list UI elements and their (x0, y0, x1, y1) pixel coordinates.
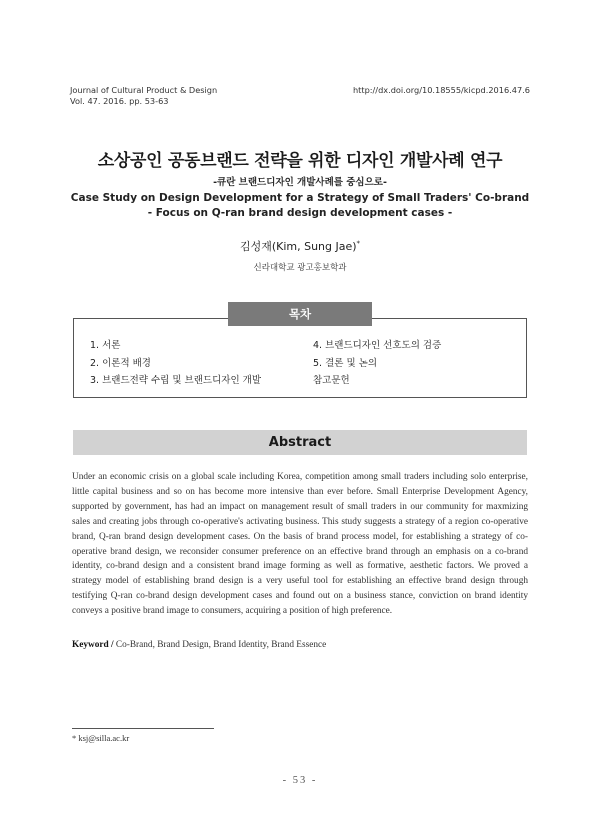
korean-subtitle: -큐란 브랜드디자인 개발사례를 중심으로- (213, 177, 387, 188)
toc-column-right (313, 337, 441, 390)
english-title: Case Study on Design Development for a Strategy of Small Traders' Co-brand (70, 192, 530, 204)
keyword-label: Keyword / (72, 640, 114, 650)
toc-column-left (90, 337, 261, 390)
page-number: - 53 - (282, 775, 318, 786)
journal-header (70, 85, 217, 106)
toc-item: 1. 서론 (90, 340, 121, 351)
abstract-body: Under an economic crisis on a global scale including Korea, competition among small traders including solo enterprise, little capital business and so on has become more intensive than ever before. Small Enterprise Development Agency, supported by government, has had an impact on management result of small traders in our community for maxmizing sales and creating jobs through co-operative's activating business. This study suggests a strategy of a region co-operative brand, Q-ran brand design development cases. On the basis of brand process model, for establishing a strategy of co-operative brand design, we reconsider consumer preference on an effective brand through an emphasis on a co-brand identity, co-brand design and a consistent brand image forming as well as formative, aesthetic factors. We proved a strategy model of establishing brand design is a very useful tool for establishing an effective brand design through testifying Q-ran co-brand design development cases and found out on a business stance, conviction on brand identity conveys a positive brand image to consumers, acquiring a position of high preference. (72, 472, 528, 617)
author-affiliation: 신라대학교 광고홍보학과 (253, 263, 347, 273)
toc-item: 참고문헌 (313, 375, 350, 386)
toc-item: 3. 브랜드전략 수립 및 브랜드디자인 개발 (90, 375, 261, 386)
english-subtitle: - Focus on Q-ran brand design development cases - (147, 207, 453, 219)
author-footnote-mark: * (356, 239, 361, 248)
doi-link[interactable]: http://dx.doi.org/10.18555/kicpd.2016.47.6 (352, 85, 530, 95)
author-name: 김성재(Kim, Sung Jae) (239, 240, 357, 253)
toc-item: 5. 결론 및 논의 (313, 357, 378, 369)
toc-item: 4. 브랜드디자인 선호도의 검증 (313, 340, 442, 351)
journal-name: Journal of Cultural Product & Design (70, 85, 218, 95)
author-line (0, 238, 600, 254)
keyword-values: Co-Brand, Brand Design, Brand Identity, Brand Essence (113, 640, 327, 650)
title-block (50, 146, 550, 219)
korean-title: 소상공인 공동브랜드 전략을 위한 디자인 개발사례 연구 (97, 151, 503, 171)
toc-header: 목차 (228, 302, 372, 326)
keyword-line (72, 640, 326, 650)
journal-volume: Vol. 47. 2016. pp. 53-63 (70, 95, 169, 106)
toc-item: 2. 이론적 배경 (90, 357, 151, 369)
footnote-email: * ksj@silla.ac.kr (72, 733, 130, 743)
footnote-divider (72, 728, 214, 729)
abstract-heading: Abstract (73, 430, 527, 455)
